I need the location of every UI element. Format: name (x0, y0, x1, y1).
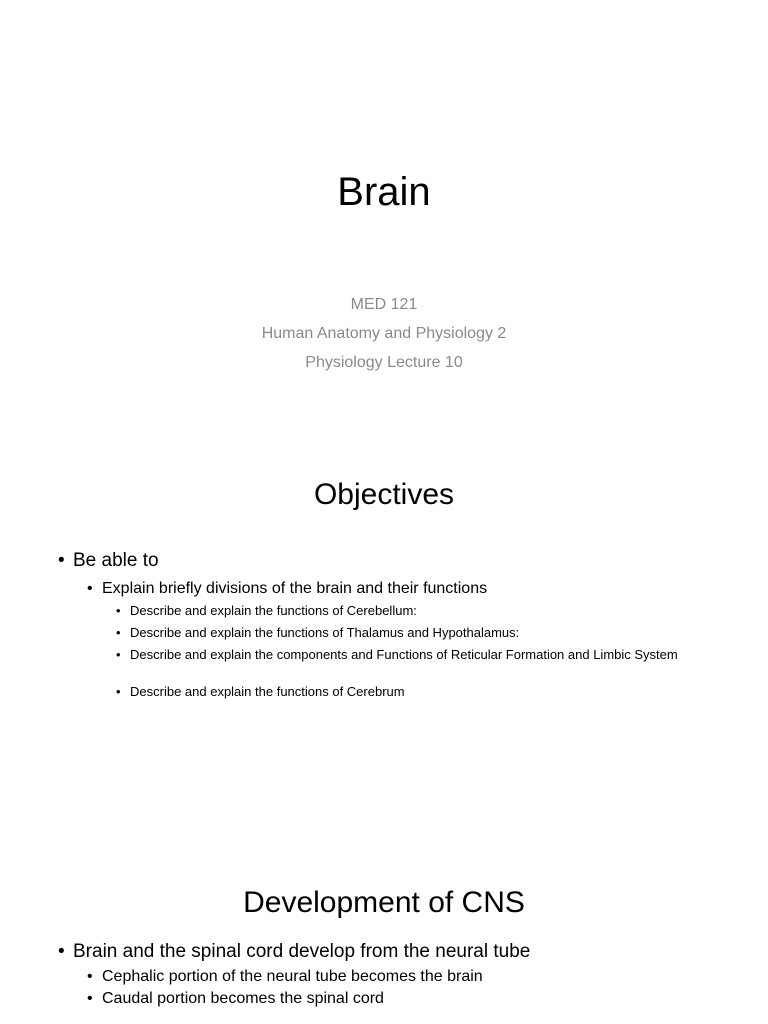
development-slide (0, 820, 768, 1024)
course-name: Human Anatomy and Physiology 2 (261, 325, 507, 342)
bullet-icon: • (116, 625, 121, 640)
bullet-icon: • (116, 603, 121, 618)
bullet-icon: • (116, 684, 121, 699)
bullet-icon: • (87, 990, 93, 1007)
bullet-icon: • (58, 550, 65, 571)
lecture-number: Physiology Lecture 10 (305, 354, 463, 371)
bullet-icon: • (58, 941, 65, 962)
bullet-icon: • (116, 647, 121, 662)
bullet-icon: • (87, 580, 93, 597)
title-slide (0, 0, 768, 420)
course-code: MED 121 (350, 296, 418, 313)
objective-bullet: • Describe and explain the functions of Cerebellum: (116, 603, 417, 618)
objective-bullet: • Describe and explain the functions of Thalamus and Hypothalamus: (116, 625, 520, 640)
objective-bullet: • Describe and explain the functions of Cerebrum (116, 684, 405, 699)
objective-bullet: • Describe and explain the components and Functions of Reticular Formation and Limbic System (116, 647, 678, 662)
bullet-icon: • (87, 968, 93, 985)
development-bullet: • Caudal portion becomes the spinal cord (87, 990, 384, 1007)
development-bullet: • Cephalic portion of the neural tube becomes the brain (87, 968, 483, 985)
development-title: Development of CNS (243, 886, 525, 919)
objective-bullet: • Explain briefly divisions of the brain and their functions (87, 580, 488, 597)
slide-title: Brain (337, 170, 431, 214)
objectives-slide (0, 420, 768, 820)
development-bullet: • Brain and the spinal cord develop from the neural tube (58, 941, 531, 962)
objective-bullet: • Be able to (58, 550, 159, 571)
objectives-title: Objectives (313, 478, 455, 511)
